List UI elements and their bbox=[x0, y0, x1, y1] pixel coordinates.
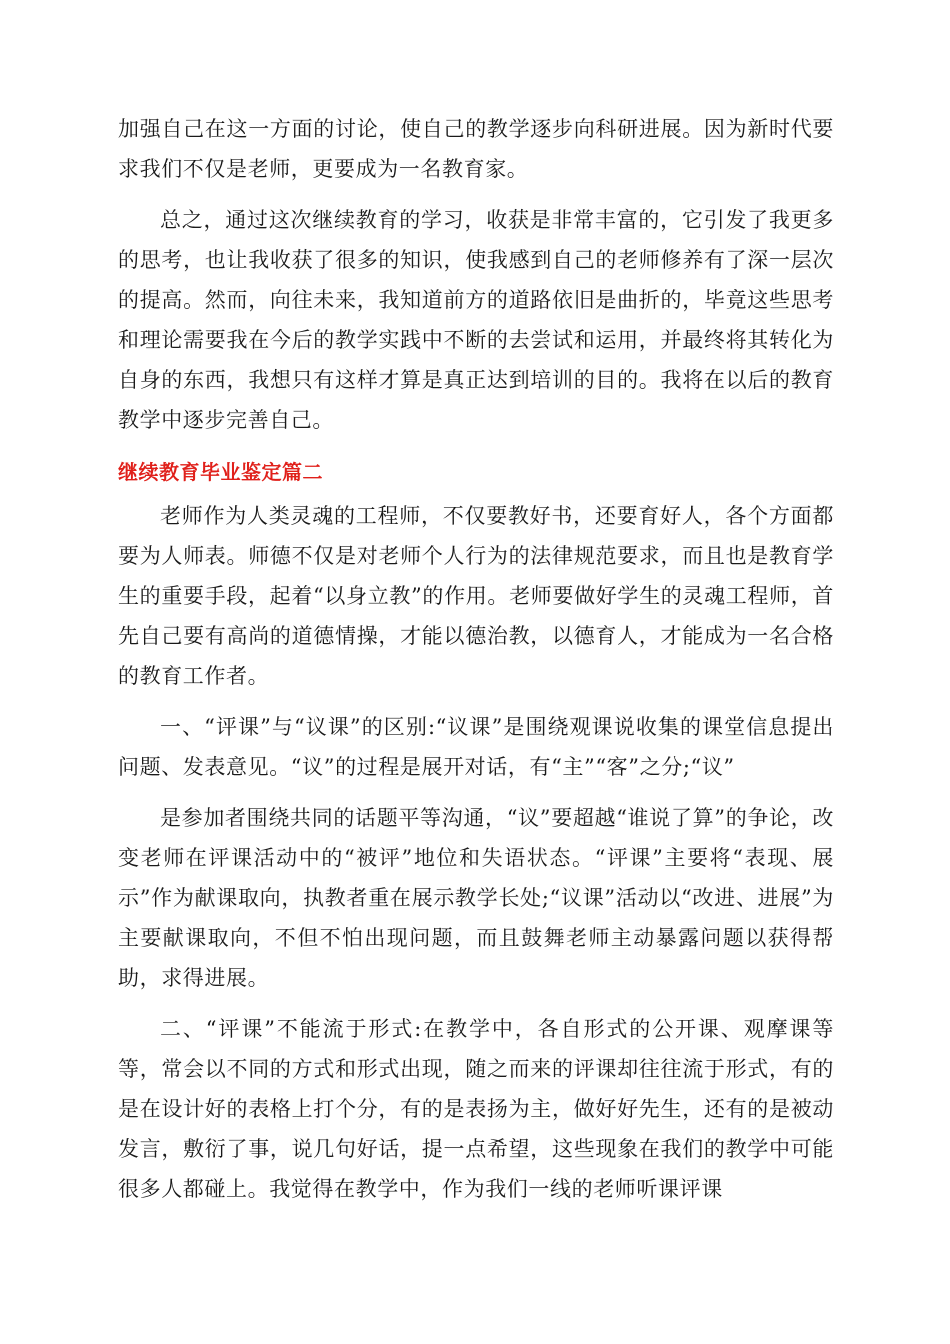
paragraph-gap bbox=[118, 998, 834, 1009]
paragraph-gap bbox=[118, 696, 834, 707]
paragraph-continuation: 加强自己在这一方面的讨论，使自己的教学逐步向科研进展。因为新时代要求我们不仅是老师，更要成为一名教育家。 bbox=[118, 117, 834, 181]
paragraph-teacher-ethics: 老师作为人类灵魂的工程师，不仅要教好书，还要育好人，各个方面都要为人师表。师德不仅是对老师个人行为的法律规范要求，而且也是教育学生的重要手段，起着“以身立教”的作用。老师要做好学生的灵魂工程师，首先自己要有高尚的道德情操，才能以德治教，以德育人，才能成为一名合格的教育工作者。 bbox=[118, 504, 834, 688]
paragraph-point-one: 一、“评课”与“议课”的区别:“议课”是围绕观课说收集的课堂信息提出问题、发表意见。“议”的过程是展开对话，有“主”“客”之分;“议” bbox=[118, 715, 834, 779]
paragraph-gap bbox=[118, 787, 834, 798]
paragraph-point-one-continued: 是参加者围绕共同的话题平等沟通，“议”要超越“谁说了算”的争论，改变老师在评课活动中的“被评”地位和失语状态。“评课”主要将“表现、展示”作为献课取向，执教者重在展示教学长处;“议课”活动以“改进、进展”为主要献课取向，不但不怕出现问题，而且鼓舞老师主动暴露问题以获得帮助，求得进展。 bbox=[118, 806, 834, 990]
paragraph-point-two: 二、“评课”不能流于形式:在教学中，各自形式的公开课、观摩课等等，常会以不同的方式和形式出现，随之而来的评课却往往流于形式，有的是在设计好的表格上打个分，有的是表扬为主，做好好先生，还有的是被动发言，敷衍了事，说几句好话，提一点希望，这些现象在我们的教学中可能很多人都碰上。我觉得在教学中，作为我们一线的老师听课评课 bbox=[118, 1017, 834, 1201]
paragraph-gap bbox=[118, 189, 834, 200]
paragraph-summary: 总之，通过这次继续教育的学习，收获是非常丰富的，它引发了我更多的思考，也让我收获了很多的知识，使我感到自己的老师修养有了深一层次的提高。然而，向往未来，我知道前方的道路依旧是曲折的，毕竟这些思考和理论需要我在今后的教学实践中不断的去尝试和运用，并最终将其转化为自身的东西，我想只有这样才算是真正达到培训的目的。我将在以后的教育教学中逐步完善自己。 bbox=[118, 208, 834, 432]
section-heading: 继续教育毕业鉴定篇二 bbox=[118, 460, 323, 484]
document-page bbox=[118, 109, 834, 1209]
